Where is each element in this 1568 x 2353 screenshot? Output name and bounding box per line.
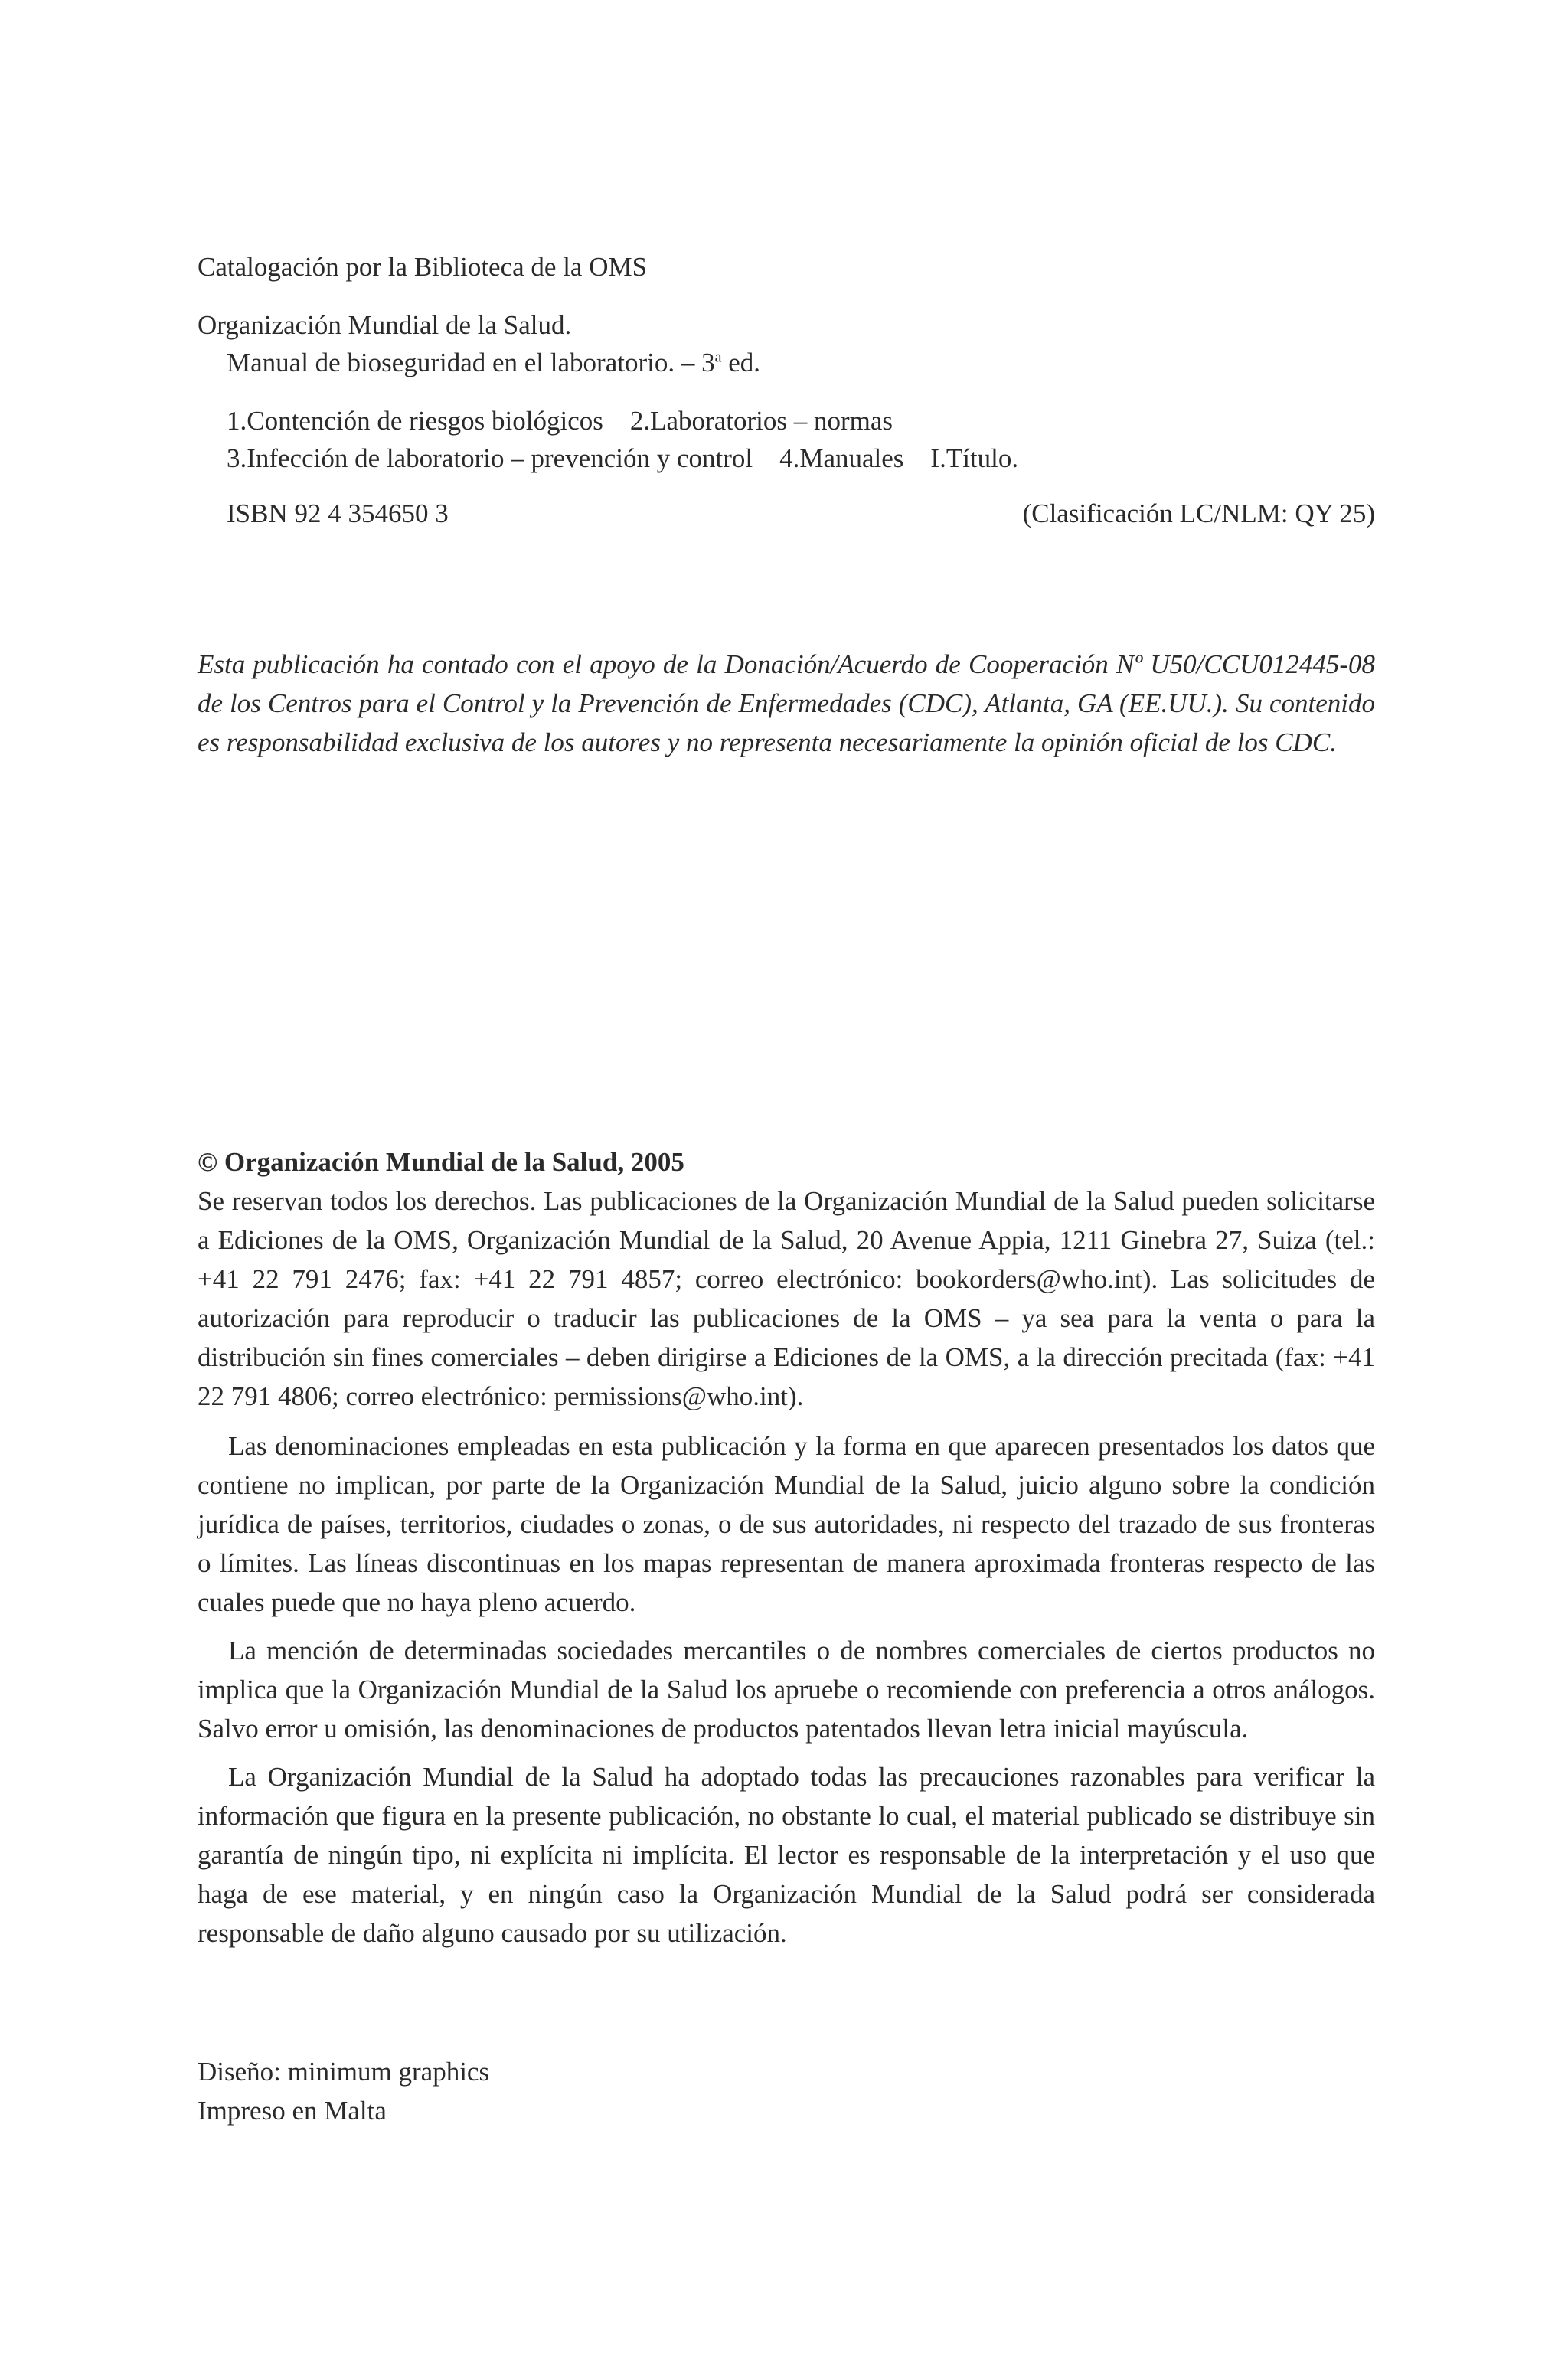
design-credit: Diseño: minimum graphics — [198, 2057, 490, 2087]
copyright-paragraph-commercial: La mención de determinadas sociedades mercantiles o de nombres comerciales de ciertos productos no implica que la Organización Mundial de la Salud los apruebe o recomiende con preferencia a otros análogos. Salvo error u omisión, las denominaciones de productos patentados llevan letra inicial mayúscula. — [198, 1636, 1375, 1744]
catalog-heading: Catalogación por la Biblioteca de la OMS — [198, 252, 648, 282]
catalog-subjects-line-2: 3.Infección de laboratorio – prevención y control 4.Manuales I.Título. — [227, 443, 1019, 473]
copyright-paragraph-disclaimer: La Organización Mundial de la Salud ha adoptado todas las precauciones razonables para verificar la información que figura en la presente publicación, no obstante lo cual, el material publicado se distribuye sin garantía de ningún tipo, ni explícita ni implícita. El lector es responsable de la interpretación y el uso que haga de ese material, y en ningún caso la Organización Mundial de la Salud podrá ser considerada responsable de daño alguno causado por su utilización. — [198, 1762, 1375, 1948]
catalog-title-main: Manual de bioseguridad en el laboratorio. – 3 — [227, 348, 715, 377]
printed-in: Impreso en Malta — [198, 2096, 387, 2126]
copyright-heading: © Organización Mundial de la Salud, 2005 — [198, 1147, 684, 1177]
classification: (Clasificación LC/NLM: QY 25) — [1022, 498, 1375, 528]
credits — [198, 2052, 1375, 2130]
isbn-row — [198, 495, 1375, 533]
isbn: ISBN 92 4 354650 3 — [227, 498, 449, 528]
catalog-author: Organización Mundial de la Salud. — [198, 310, 572, 340]
copyright-section — [198, 1142, 1375, 1962]
copyright-paragraph-denominations: Las denominaciones empleadas en esta publicación y la forma en que aparecen presentados los datos que contiene no implican, por parte de la Organización Mundial de la Salud, juicio alguno sobre la condición jurídica de países, territorios, ciudades o zonas, o de sus autoridades, ni respecto del trazado de sus fronteras o límites. Las líneas discontinuas en los mapas representan de manera aproximada fronteras respecto de las cuales puede que no haya pleno acuerdo. — [198, 1431, 1375, 1617]
copyright-paragraph-rights: Se reservan todos los derechos. Las publicaciones de la Organización Mundial de la Salud pueden solicitarse a Ediciones de la OMS, Organización Mundial de la Salud, 20 Avenue Appia, 1211 Ginebra 27, Suiza (tel.: +41 22 791 2476; fax: +41 22 791 4857; correo electrónico: bookorders@who.int). Las solicitudes de autorización para reproducir o traducir las publicaciones de la OMS – ya sea para la venta o para la distribución sin fines comerciales – deben dirigirse a Ediciones de la OMS, a la dirección precitada (fax: +41 22 791 4806; correo electrónico: permissions@who.int). — [198, 1186, 1375, 1411]
catalog-title-end: ed. — [721, 348, 761, 377]
catalog-title-superscript: a — [714, 348, 722, 366]
catalog-subjects-line-1: 1.Contención de riesgos biológicos 2.Laboratorios – normas — [227, 406, 893, 436]
support-note: Esta publicación ha contado con el apoyo de la Donación/Acuerdo de Cooperación Nº U50/CCU012445-08 de los Centros para el Control y la Prevención de Enfermedades (CDC), Atlanta, GA (EE.UU.). Su contenido es responsabilidad exclusiva de los autores y no representa necesariamente la opinión oficial de los CDC. — [198, 649, 1375, 757]
catalog-title — [198, 344, 1404, 382]
